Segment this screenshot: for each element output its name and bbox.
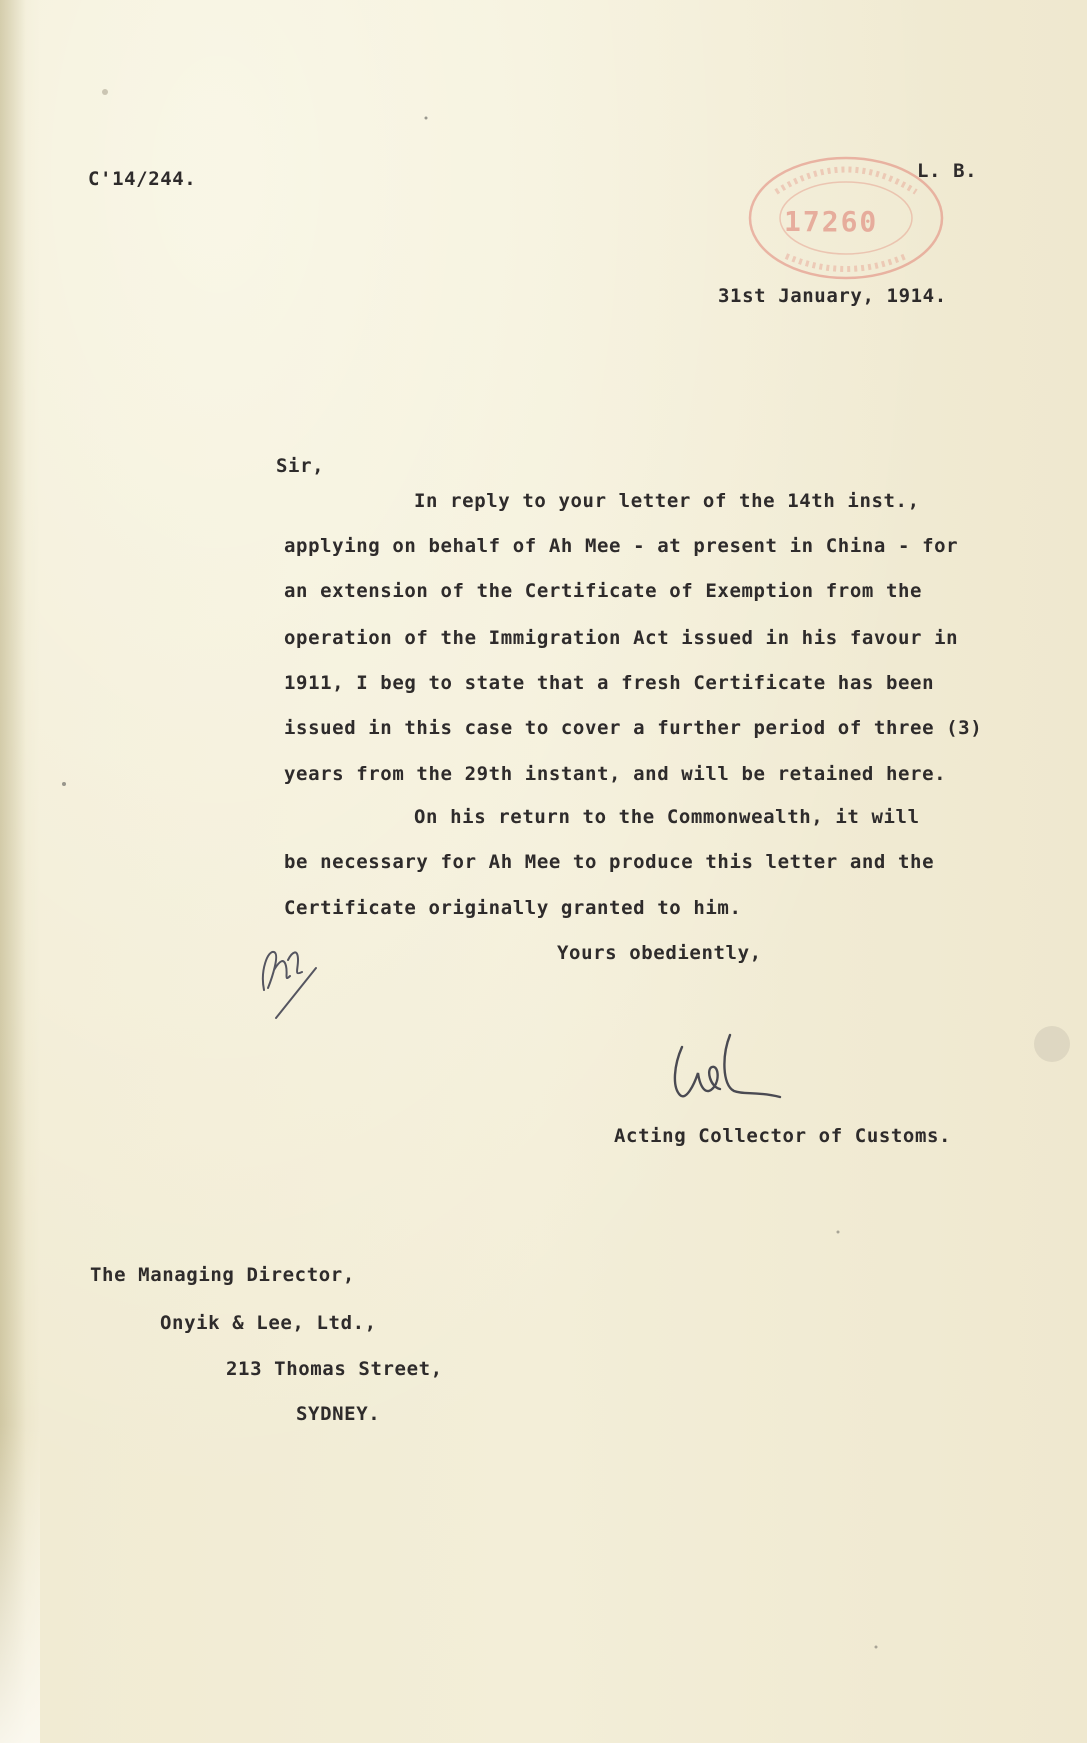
paragraph1-line: In reply to your letter of the 14th inst., xyxy=(414,490,920,512)
address-line: SYDNEY. xyxy=(296,1403,381,1425)
paragraph1-line: operation of the Immigration Act issued in his favour in xyxy=(284,627,959,649)
signatory-title: Acting Collector of Customs. xyxy=(614,1125,952,1147)
file-reference: C'14/244. xyxy=(88,168,197,190)
paragraph1-line: an extension of the Certificate of Exemption from the xyxy=(284,580,923,602)
paragraph2-line: be necessary for Ah Mee to produce this letter and the xyxy=(284,851,935,873)
stamp-number: 17260 xyxy=(784,205,879,238)
paragraph2-line: On his return to the Commonwealth, it will xyxy=(414,806,920,828)
paragraph1-line: years from the 29th instant, and will be retained here. xyxy=(284,763,947,785)
address-line: Onyik & Lee, Ltd., xyxy=(160,1312,377,1334)
paragraph2-line: Certificate originally granted to him. xyxy=(284,897,742,919)
closing: Yours obediently, xyxy=(557,942,762,964)
salutation: Sir, xyxy=(276,455,325,477)
letter-date: 31st January, 1914. xyxy=(718,285,947,307)
paragraph1-line: 1911, I beg to state that a fresh Certificate has been xyxy=(284,672,935,694)
paragraph1-line: issued in this case to cover a further period of three (3) xyxy=(284,717,983,739)
initials: L. B. xyxy=(917,160,978,182)
address-line: 213 Thomas Street, xyxy=(226,1358,443,1380)
address-line: The Managing Director, xyxy=(90,1264,355,1286)
paragraph1-line: applying on behalf of Ah Mee - at present in China - for xyxy=(284,535,959,557)
